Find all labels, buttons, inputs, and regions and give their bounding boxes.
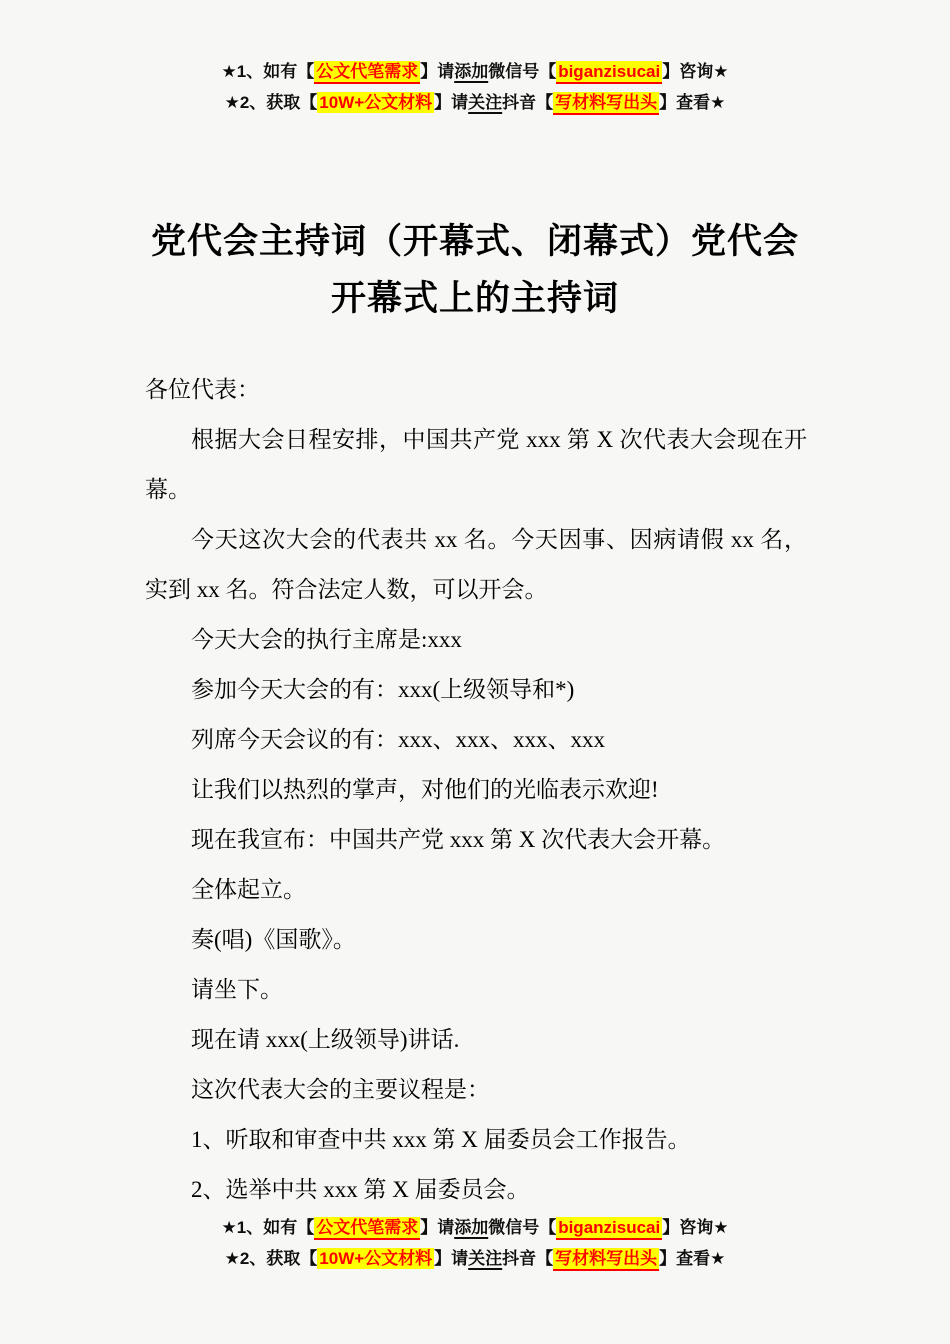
- promo-header: [0, 56, 950, 118]
- paragraph: 让我们以热烈的掌声，对他们的光临表示欢迎!: [191, 777, 659, 802]
- paragraph-agenda-item-2: 2、选举中共 xxx 第 X 届委员会。: [191, 1177, 530, 1202]
- promo-header-line-1: [0, 56, 950, 87]
- promo-text: 】查看★: [659, 93, 726, 112]
- promo-text: 】请: [434, 1249, 469, 1268]
- promo-text: 抖音【: [502, 1249, 554, 1268]
- promo-text: ★1、如有【: [221, 62, 315, 81]
- material-keyword-highlight: 10W+公文材料: [319, 93, 433, 112]
- promo-text: ★2、获取【: [224, 1249, 318, 1268]
- paragraph: 全体起立。: [191, 877, 306, 902]
- document-title-line-2: 开幕式上的主持词: [330, 279, 619, 318]
- promo-header-line-2: [0, 87, 950, 118]
- paragraph-salutation: 各位代表：: [145, 377, 260, 402]
- document-title: [60, 213, 890, 327]
- document-title-line-1: 党代会主持词（开幕式、闭幕式）党代会: [150, 222, 799, 261]
- promo-text: 】查看★: [659, 1249, 726, 1268]
- service-keyword-highlight: 公文代笔需求: [314, 1217, 420, 1240]
- promo-text: ★1、如有【: [221, 1218, 315, 1237]
- paragraph: 奏(唱)《国歌》。: [191, 927, 356, 952]
- follow-action-underlined: 关注: [468, 93, 503, 112]
- promo-footer-line-1: [0, 1212, 950, 1243]
- paragraph: 根据大会日程安排，中国共产党 xxx 第 X 次代表大会现在开幕。: [145, 427, 807, 502]
- add-action-underlined: 添加: [454, 1218, 489, 1237]
- promo-text: 】咨询★: [662, 62, 729, 81]
- promo-text: 】请: [420, 62, 455, 81]
- document-body: [145, 365, 807, 1215]
- promo-text: 微信号【: [488, 62, 557, 81]
- paragraph-agenda-item-1: 1、听取和审查中共 xxx 第 X 届委员会工作报告。: [191, 1127, 691, 1152]
- paragraph: 这次代表大会的主要议程是：: [191, 1077, 490, 1102]
- promo-text: 微信号【: [488, 1218, 557, 1237]
- paragraph: 今天这次大会的代表共 xx 名。今天因事、因病请假 xx 名，实到 xx 名。符合法定人数，可以开会。: [145, 527, 807, 602]
- add-action-underlined: 添加: [454, 62, 489, 81]
- paragraph: 现在我宣布：中国共产党 xxx 第 X 次代表大会开幕。: [191, 827, 726, 852]
- paragraph: 列席今天会议的有：xxx、xxx、xxx、xxx: [191, 727, 605, 752]
- follow-action-underlined: 关注: [468, 1249, 503, 1268]
- promo-text: 】咨询★: [662, 1218, 729, 1237]
- promo-text: 抖音【: [502, 93, 554, 112]
- wechat-id-highlight: biganzisucai: [556, 61, 662, 84]
- douyin-name-highlight: 写材料写出头: [553, 1248, 659, 1271]
- promo-footer-line-2: [0, 1243, 950, 1274]
- service-keyword-highlight: 公文代笔需求: [314, 61, 420, 84]
- douyin-name-highlight: 写材料写出头: [553, 92, 659, 115]
- paragraph: 现在请 xxx(上级领导)讲话.: [191, 1027, 460, 1052]
- promo-text: 】请: [420, 1218, 455, 1237]
- paragraph: 参加今天大会的有：xxx(上级领导和*): [191, 677, 575, 702]
- material-keyword-highlight: 10W+公文材料: [319, 1249, 433, 1268]
- paragraph: 请坐下。: [191, 977, 283, 1002]
- promo-footer: [0, 1212, 950, 1274]
- wechat-id-highlight: biganzisucai: [556, 1217, 662, 1240]
- promo-text: ★2、获取【: [224, 93, 318, 112]
- promo-text: 】请: [434, 93, 469, 112]
- paragraph: 今天大会的执行主席是:xxx: [191, 627, 462, 652]
